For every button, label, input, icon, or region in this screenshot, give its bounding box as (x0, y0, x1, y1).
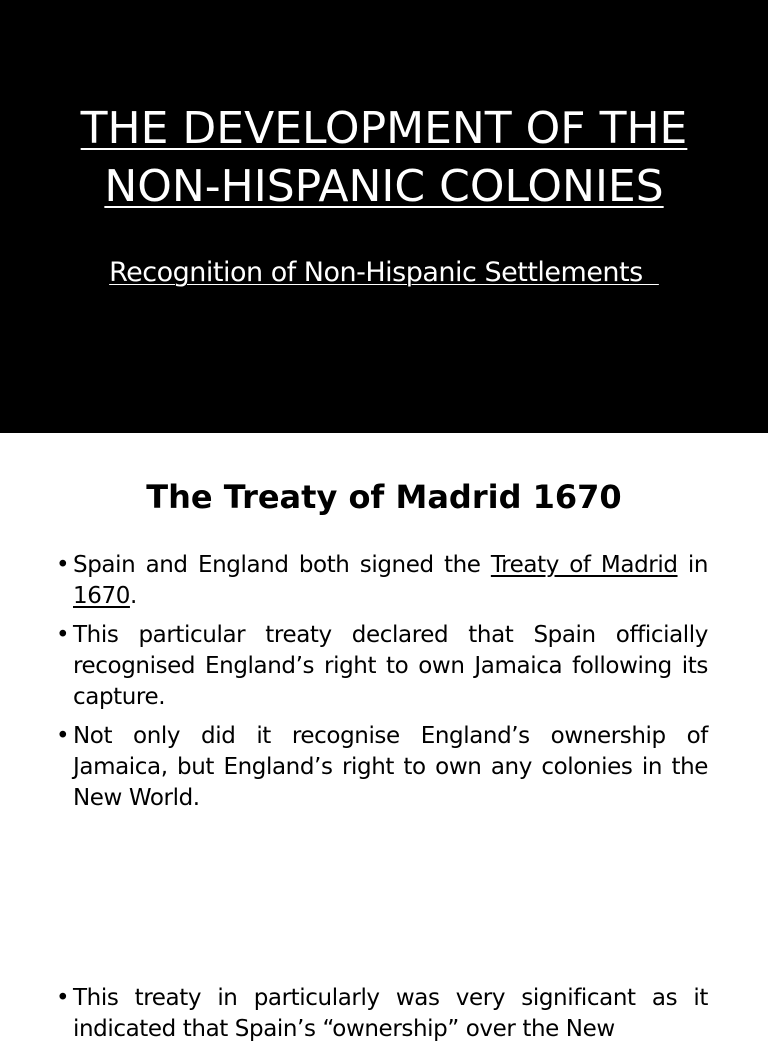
year-1670-link[interactable]: 1670 (73, 583, 130, 609)
bullet-marker: • (56, 723, 70, 749)
slide-subtitle: Recognition of Non-Hispanic Settlements (109, 257, 659, 288)
bullet-item-3 (56, 721, 708, 814)
bullet-list-continued (56, 983, 708, 1053)
treaty-of-madrid-link[interactable]: Treaty of Madrid (490, 552, 678, 578)
bullet-item-2 (56, 620, 708, 713)
title-slide (0, 0, 768, 433)
slide-title: THE DEVELOPMENT OF THE NON-HISPANIC COLONIES (80, 103, 688, 212)
bullet-text: This particular treaty declared that Spain officially recognised England’s right to own Jamaica following its capture. (73, 622, 708, 710)
bullet-text-before: Spain and England both signed the (73, 552, 491, 578)
bullet-marker: • (56, 622, 70, 648)
bullet-marker: • (56, 985, 70, 1011)
content-slide-title: The Treaty of Madrid 1670 (146, 478, 622, 516)
bullet-text: This treaty in particularly was very significant as it indicated that Spain’s “ownership” over the New (73, 985, 708, 1042)
content-slide (0, 433, 768, 1042)
bullet-text: Not only did it recognise England’s ownership of Jamaica, but England’s right to own any colonies in the New World. (73, 723, 708, 811)
bullet-text-after: . (129, 583, 137, 609)
bullet-item-1 (56, 550, 708, 612)
bullet-list (56, 550, 708, 822)
bullet-marker: • (56, 552, 70, 578)
bullet-text-middle: in (677, 552, 709, 578)
bullet-item-4 (56, 983, 708, 1045)
